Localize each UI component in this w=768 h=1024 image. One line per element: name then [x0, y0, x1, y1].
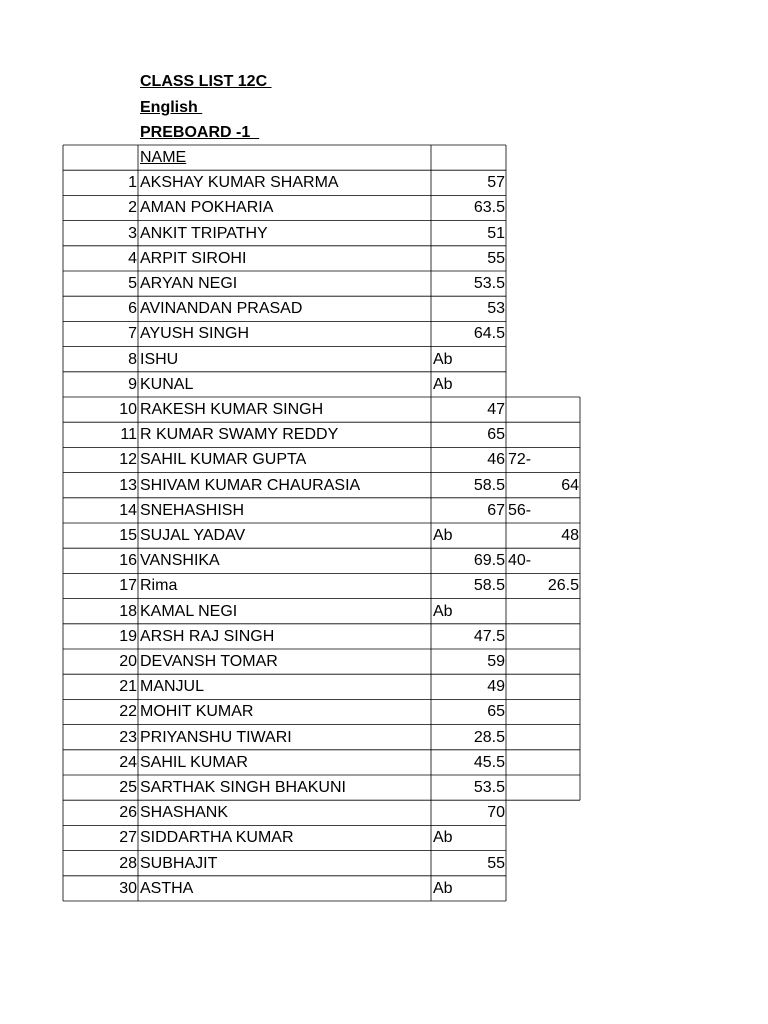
- row-number: 6: [128, 300, 137, 318]
- student-score: Ab: [433, 879, 453, 897]
- row-number: 3: [128, 224, 137, 242]
- extra-note: 56-: [508, 501, 532, 519]
- student-name: MANJUL: [140, 678, 205, 696]
- row-number: 5: [128, 275, 137, 292]
- row-number: 28: [119, 854, 137, 872]
- student-score: 47.5: [473, 627, 505, 645]
- student-name: SNEHASHISH: [140, 501, 245, 519]
- extra-note: 40-: [508, 552, 532, 570]
- student-score: 28.5: [473, 728, 505, 746]
- student-name: R KUMAR SWAMY REDDY: [140, 426, 339, 444]
- student-name: SIDDARTHA KUMAR: [140, 829, 294, 847]
- row-number: 14: [119, 501, 137, 519]
- class-list-title: CLASS LIST 12C: [140, 73, 272, 90]
- student-name: ARYAN NEGI: [140, 275, 238, 292]
- extra-note: 72-: [508, 451, 532, 469]
- student-name: DEVANSH TOMAR: [140, 653, 278, 670]
- student-name: SARTHAK SINGH BHAKUNI: [140, 779, 346, 796]
- row-number: 1: [128, 174, 137, 192]
- row-number: 12: [119, 451, 137, 469]
- student-score: 55: [487, 854, 505, 872]
- student-score: 45.5: [473, 753, 505, 771]
- row-number: 19: [119, 627, 137, 645]
- row-number: 30: [119, 879, 137, 897]
- exam-heading: PREBOARD -1: [140, 124, 260, 141]
- student-name: VANSHIKA: [140, 552, 220, 570]
- student-name: KAMAL NEGI: [140, 602, 238, 620]
- student-name: AKSHAY KUMAR SHARMA: [140, 174, 339, 192]
- student-score: Ab: [433, 602, 453, 620]
- student-name: ANKIT TRIPATHY: [140, 224, 268, 242]
- row-number: 7: [128, 325, 137, 343]
- row-number: 17: [119, 577, 137, 595]
- row-number: 13: [119, 476, 137, 494]
- student-name: MOHIT KUMAR: [140, 703, 254, 721]
- row-number: 23: [119, 728, 137, 746]
- row-number: 16: [119, 552, 137, 570]
- row-number: 15: [119, 527, 137, 544]
- student-name: AMAN POKHARIA: [140, 199, 274, 217]
- student-score: 46: [487, 451, 505, 469]
- student-score: 55: [487, 249, 505, 267]
- student-score: 57: [487, 174, 505, 192]
- student-name: ARSH RAJ SINGH: [140, 627, 275, 645]
- student-score: Ab: [433, 829, 453, 847]
- student-name: Rima: [140, 577, 178, 595]
- student-score: 65: [487, 703, 505, 721]
- student-score: 53.5: [473, 779, 505, 796]
- student-score: 69.5: [473, 552, 505, 570]
- student-score: 58.5: [473, 577, 505, 595]
- student-name: ISHU: [140, 350, 179, 368]
- row-number: 27: [119, 829, 137, 847]
- row-number: 20: [119, 653, 137, 670]
- student-score: 49: [487, 678, 505, 696]
- student-score: 58.5: [473, 476, 505, 494]
- extra-note: 48: [561, 527, 579, 544]
- row-number: 4: [128, 249, 137, 267]
- student-score: 64.5: [473, 325, 505, 343]
- student-name: SHASHANK: [140, 804, 229, 822]
- student-score: Ab: [433, 375, 453, 393]
- row-number: 25: [119, 779, 137, 796]
- student-score: 53.5: [473, 275, 505, 292]
- student-name: ARPIT SIROHI: [140, 249, 247, 267]
- name-column-header: NAME: [140, 149, 187, 166]
- student-score: 47: [487, 401, 505, 418]
- student-name: AYUSH SINGH: [140, 325, 250, 343]
- student-score: Ab: [433, 350, 453, 368]
- student-score: 53: [487, 300, 505, 318]
- row-number: 21: [119, 678, 137, 696]
- student-name: SAHIL KUMAR: [140, 753, 248, 771]
- row-number: 9: [128, 375, 137, 393]
- student-name: SHIVAM KUMAR CHAURASIA: [140, 476, 361, 494]
- student-score: 67: [487, 501, 505, 519]
- student-name: SUJAL YADAV: [140, 527, 246, 544]
- student-name: KUNAL: [140, 375, 194, 393]
- student-name: SUBHAJIT: [140, 854, 218, 872]
- extra-note: 26.5: [547, 577, 579, 595]
- row-number: 2: [128, 199, 137, 217]
- row-number: 11: [120, 426, 137, 444]
- student-score: 70: [487, 804, 505, 822]
- row-number: 10: [119, 401, 137, 418]
- student-score: 65: [487, 426, 505, 444]
- student-score: Ab: [433, 527, 453, 544]
- student-name: PRIYANSHU TIWARI: [140, 728, 292, 746]
- student-score: 59: [487, 653, 505, 670]
- student-name: ASTHA: [140, 879, 194, 897]
- row-number: 8: [128, 350, 137, 368]
- student-score: 51: [487, 224, 505, 242]
- row-number: 22: [119, 703, 137, 721]
- subject-heading: English: [140, 99, 203, 116]
- row-number: 18: [119, 602, 137, 620]
- student-score: 63.5: [473, 199, 505, 217]
- student-name: AVINANDAN PRASAD: [140, 300, 303, 318]
- row-number: 24: [119, 753, 137, 771]
- student-name: SAHIL KUMAR GUPTA: [140, 451, 307, 469]
- row-number: 26: [119, 804, 137, 822]
- student-name: RAKESH KUMAR SINGH: [140, 401, 324, 418]
- extra-note: 64: [561, 476, 579, 494]
